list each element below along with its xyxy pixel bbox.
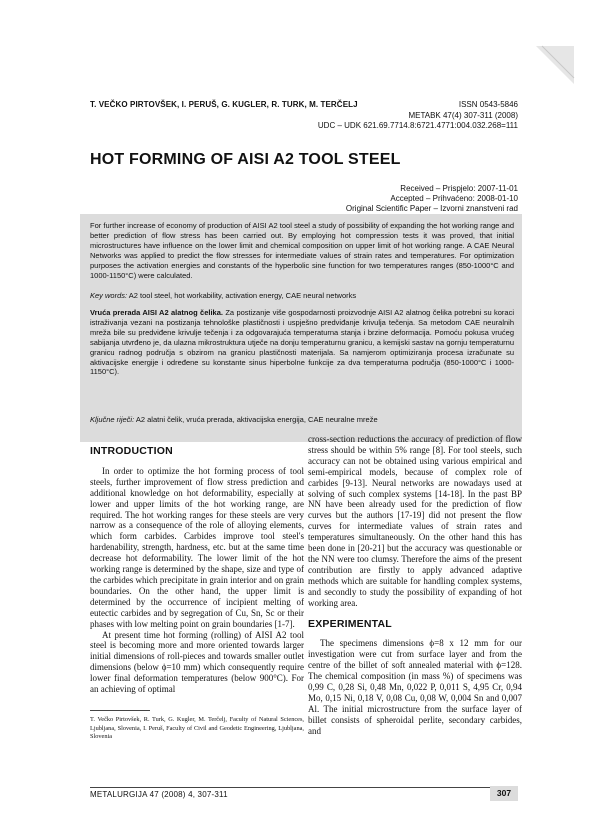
- introduction-paragraph: cross-section reductions the accuracy of prediction of flow stress should be within 5% range [8]. For tool steels, such accuracy can not be obtained using various empirical and semi-empirical models, because of complex role of carbides [9-13]. Neural networks are nowadays used at solving of such complex systems [14-18]. In the past BP NN have been already used for the prediction of flow curves but the authors [17-19] did not present the flow curves for intermediate values of strain rates and temperatures simultaneously. On the other hand this has been done in [20-21] but the accuracy was questionable or the NN were too clumsy. Therefore the aims of the present contribution are firstly to apply advanced adaptive methods which are suitable for handling complex systems, and secondly to study the possibility of expanding of hot working area.: [308, 434, 522, 608]
- experimental-paragraph: The specimens dimensions ϕ=8 x 12 mm for our investigation were cut from surface layer and from the centre of the billet of soft annealed material with ϕ=128. The chemical composition (in mass %) of specimens was 0,99 C, 0,28 Si, 0,48 Mn, 0,022 P, 0,011 S, 4,95 Cr, 0,94 Mo, 0,15 Ni, 0,18 V, 0,08 Cu, 0,08 W, 0,004 Sn and 0,007 Al. The initial microstructure from the surface layer of billet consists of spheroidal perlite, secondary carbides, and: [308, 638, 522, 736]
- right-column: [308, 434, 522, 737]
- issn: ISSN 0543-5846: [458, 100, 518, 109]
- footnote-divider: [90, 710, 150, 711]
- journal-ref: METABK 47(4) 307-311 (2008): [408, 110, 518, 120]
- received-date: Received – Prispjelo: 2007-11-01: [400, 184, 518, 193]
- udc: UDC – UDK 621.69.7714.8:6721.4771:004.032.268=111: [317, 121, 518, 130]
- footer-journal: METALURGIJA 47 (2008) 4, 307-311: [90, 790, 228, 799]
- paper-title: HOT FORMING OF AISI A2 TOOL STEEL: [90, 151, 401, 168]
- dates-block: [346, 184, 518, 214]
- abstract-hr-title: Vruća prerada AISI A2 alatnog čelika.: [90, 308, 223, 317]
- publication-meta: [318, 100, 518, 132]
- left-column: [90, 446, 304, 695]
- keywords-hr-label: Ključne riječi:: [90, 415, 135, 424]
- keywords-en: [90, 291, 514, 301]
- experimental-heading: EXPERIMENTAL: [308, 617, 392, 630]
- page-footer: [90, 787, 518, 801]
- paper-type: Original Scientific Paper – Izvorni znanstveni rad: [345, 204, 518, 213]
- accepted-date: Accepted – Prihvaćeno: 2008-01-10: [390, 194, 518, 203]
- author-affiliations: T. Večko Pirtovšek, R. Turk, G. Kugler, M. Terčelj, Faculty of Natural Sciences, Ljubljana, Slovenia, I. Peruš, Faculty of Civil and Geodetic Engineering, Ljubljana, Slovenia: [90, 716, 304, 741]
- keywords-hr: [90, 415, 514, 425]
- keywords-hr-text: A2 alatni čelik, vruća prerada, aktivacijska energija, CAE neuralne mreže: [134, 415, 378, 424]
- footer-divider: [90, 787, 518, 788]
- introduction-paragraph: In order to optimize the hot forming process of tool steels, further improvement of flow stress prediction and additional knowledge on hot deformability, especially at lower and upper limits of the hot working range, are required. The hot working ranges for these steels are very narrow as a consequence of the role of alloying elements, which form carbides. Carbides improve tool steel's hardenability, strength, hardness, etc. but at the same time decrease hot deformability. The lower limit of the hot working range is determined by the shape, size and type of the carbides which precipitate in grain interior and on grain boundaries. On the other hand, the upper limit is determined by the occurrence of incipient melting of eutectic carbides and by segregation of Cu, Sn, Sc or their phases with low melting point on grain boundaries [1-7].: [90, 465, 304, 629]
- abstract-hr-text: Za postizanje više gospodarnosti proizvodnje AISI A2 alatnog čelika potrebni su koraci istraživanja vezani na postizanja tehnološke plastičnosti i uspješno predviđanje krivulja tečenja. Sa metodom CAE neuralnih mreža bile su predviđene krivulje tečenja i za odgovarajuća temperaturna stanja i brzine deformacija. Pomoću pokusa vrućeg sabijanja utvrđeno je, da ulazna mikrostruktura utječe na donju temperaturnu granicu, a kemijski sastav na gornju temperaturnu granicu radnog područja s obzirom na granicu plastičnosti materijala. Sa namjerom optimiziranja procesa izračunate su aktivacijske energije i određene su konstante sinus hiperbolne funkcije za dva temperaturna područja (850-1000°C i 1000-1150°C).: [90, 308, 514, 377]
- introduction-paragraph: At present time hot forming (rolling) of AISI A2 tool steel is becoming more and more oriented towards larger initial dimensions of roll-pieces and towards smaller outlet dimensions (below ϕ=10 mm) which consequently require lower final deformation temperatures (below 900°C). For an achieving of optimal: [90, 629, 304, 695]
- keywords-label: Key words:: [90, 291, 128, 300]
- page-number: 307: [490, 786, 518, 801]
- corner-fold-icon: [534, 44, 576, 86]
- abstract-en: For further increase of economy of production of AISI A2 tool steel a study of possibility of expanding the hot working range and better prediction of flow stress has been carried out. By employing hot compression tests it was proved, that initial microstructures have influence on the lower limit and chemical composition on upper limit of hot working range. A CAE Neural Networks was applied to predict the flow stresses for intermediate values of strain rates and temperatures. For optimization purposes the activation energies and constants of the hyperbolic sine function for two temperatures ranges (850-1000°C and 1000-1150°C) were calculated.: [90, 221, 514, 280]
- introduction-heading: INTRODUCTION: [90, 445, 173, 457]
- authors: T. VEČKO PIRTOVŠEK, I. PERUŠ, G. KUGLER, R. TURK, M. TERČELJ: [90, 100, 358, 109]
- abstract-hr: [90, 308, 514, 377]
- keywords-text: A2 tool steel, hot workability, activation energy, CAE neural networks: [127, 291, 357, 300]
